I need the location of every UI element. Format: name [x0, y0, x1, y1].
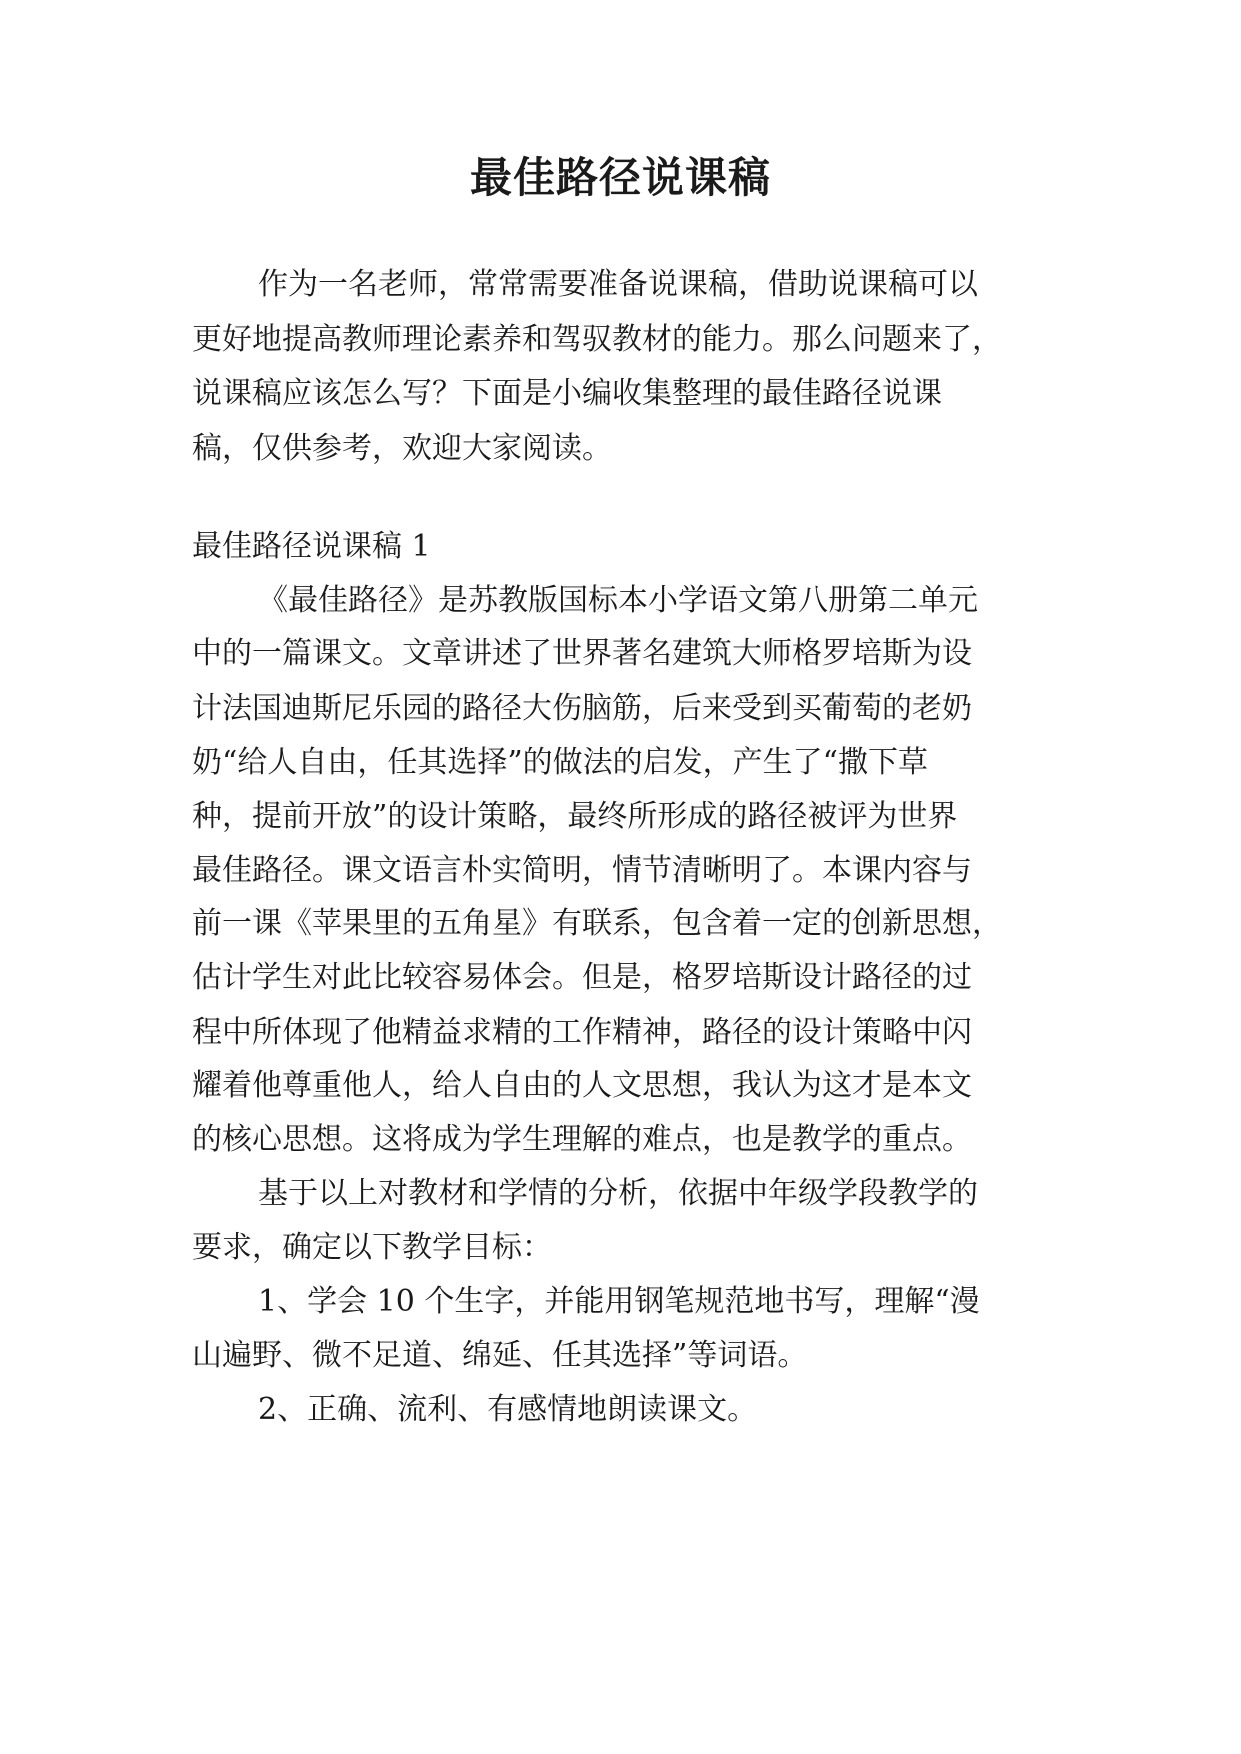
body-line: 的核心思想。这将成为学生理解的难点，也是教学的重点。 — [192, 1122, 972, 1157]
body-line: 2、正确、流利、有感情地朗读课文。 — [258, 1392, 758, 1427]
section-heading: 最佳路径说课稿 1 — [192, 529, 431, 564]
body-line: 种，提前开放”的设计策略，最终所形成的路径被评为世界 — [192, 799, 958, 834]
body-line: 程中所体现了他精益求精的工作精神，路径的设计策略中闪 — [192, 1015, 972, 1050]
intro-line: 作为一名老师，常常需要准备说课稿，借助说课稿可以 — [258, 267, 978, 302]
body-line: 1、学会 10 个生字，并能用钢笔规范地书写，理解“漫 — [258, 1284, 980, 1319]
intro-line: 说课稿应该怎么写？下面是小编收集整理的最佳路径说课 — [192, 376, 942, 411]
body-line: 耀着他尊重他人，给人自由的人文思想，我认为这才是本文 — [192, 1068, 972, 1103]
body-line: 山遍野、微不足道、绵延、任其选择”等词语。 — [192, 1338, 808, 1373]
intro-line: 更好地提高教师理论素养和驾驭教材的能力。那么问题来了， — [192, 322, 1002, 357]
body-line: 计法国迪斯尼乐园的路径大伤脑筋，后来受到买葡萄的老奶 — [192, 691, 972, 726]
body-line: 基于以上对教材和学情的分析，依据中年级学段教学的 — [258, 1176, 978, 1211]
body-line: 最佳路径。课文语言朴实简明，情节清晰明了。本课内容与 — [192, 853, 972, 888]
body-line: 《最佳路径》是苏教版国标本小学语文第八册第二单元 — [258, 583, 978, 618]
body-line: 中的一篇课文。文章讲述了世界著名建筑大师格罗培斯为设 — [192, 636, 972, 671]
document-title: 最佳路径说课稿 — [469, 153, 771, 202]
body-line: 估计学生对此比较容易体会。但是，格罗培斯设计路径的过 — [192, 960, 972, 995]
body-line: 奶“给人自由，任其选择”的做法的启发，产生了“撒下草 — [192, 745, 929, 780]
intro-line: 稿，仅供参考，欢迎大家阅读。 — [192, 431, 612, 466]
body-line: 要求，确定以下教学目标： — [192, 1230, 552, 1265]
body-line: 前一课《苹果里的五角星》有联系，包含着一定的创新思想， — [192, 906, 1002, 941]
